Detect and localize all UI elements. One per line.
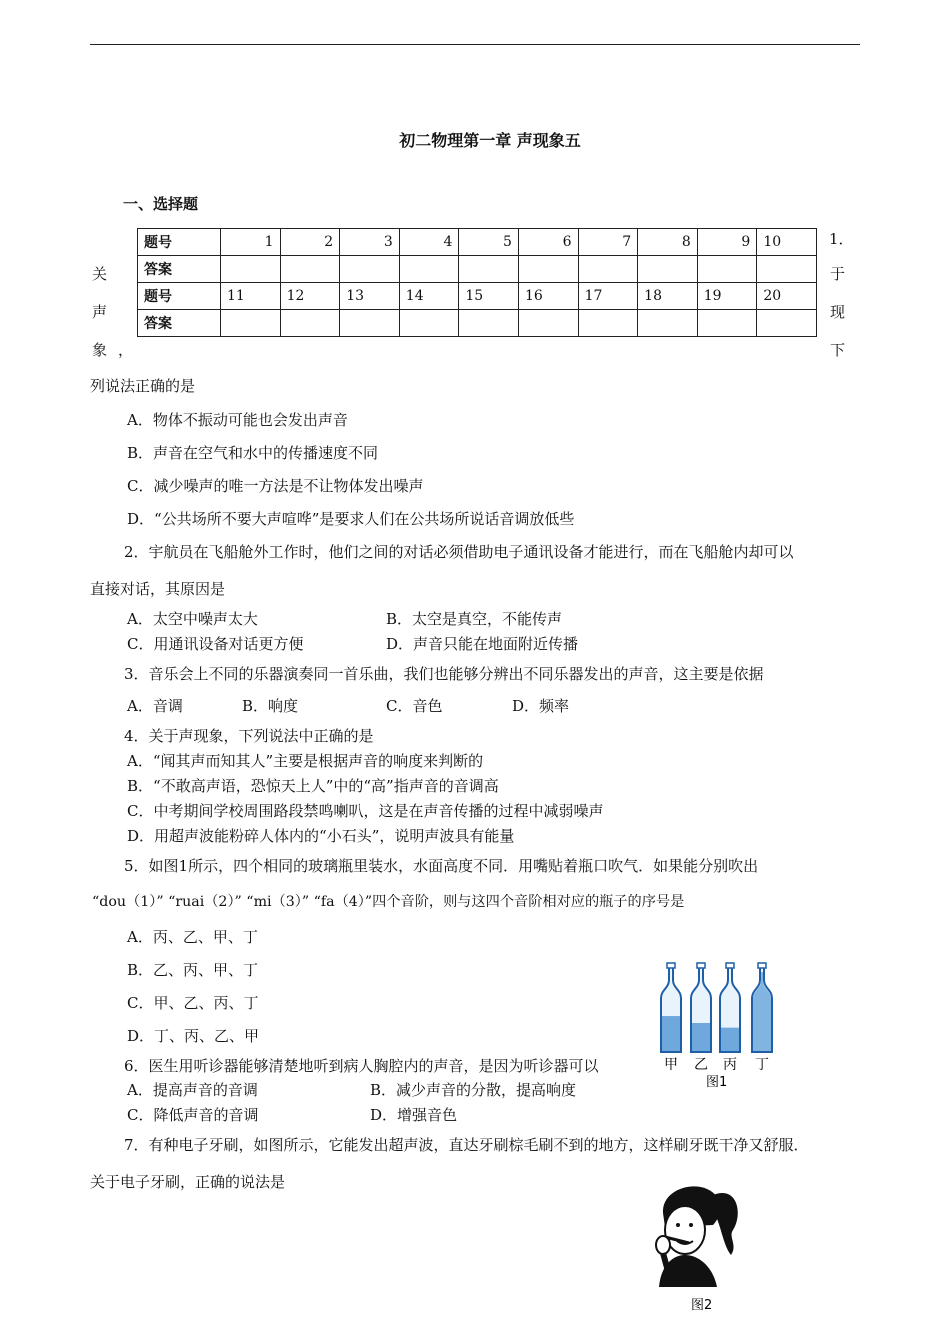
table-cell: 18: [638, 283, 698, 310]
q6-option-b[interactable]: B．减少声音的分散，提高响度: [370, 1081, 577, 1099]
q5-stem-cont: “dou（1）” “ruai（2）” “mi（3）” “fa（4）”四个音阶，则与这四个音阶相对应的瓶子的序号是: [92, 894, 685, 910]
bottle-cap: [697, 963, 705, 968]
answer-cell[interactable]: [638, 256, 698, 283]
q3-option-b[interactable]: B．响度: [242, 697, 299, 715]
table-cell: 10: [757, 229, 817, 256]
figure-1-caption: 图1: [706, 1075, 728, 1090]
answer-cell[interactable]: [697, 310, 757, 337]
table-cell: 17: [578, 283, 638, 310]
table-cell: 12: [280, 283, 340, 310]
figure-1-bottles: [658, 960, 788, 1092]
q1-option-c[interactable]: C．减少噪声的唯一方法是不让物体发出噪声: [127, 477, 424, 495]
bottle: [661, 963, 681, 1052]
table-row: [138, 256, 817, 283]
table-cell: 14: [399, 283, 459, 310]
bottle-label-yi: 乙: [694, 1057, 708, 1073]
table-cell: 2: [280, 229, 340, 256]
table-cell: 8: [638, 229, 698, 256]
page-title: 初二物理第一章 声现象五: [399, 131, 581, 150]
answer-cell[interactable]: [221, 256, 281, 283]
answer-cell[interactable]: [578, 256, 638, 283]
table-row: [138, 229, 817, 256]
answer-cell[interactable]: [399, 310, 459, 337]
answer-cell[interactable]: [518, 256, 578, 283]
q4-option-b[interactable]: B．“不敢高声语，恐惊天上人”中的“高”指声音的音调高: [127, 777, 499, 795]
table-cell: 16: [518, 283, 578, 310]
q4-option-c[interactable]: C．中考期间学校周围路段禁鸣喇叭，这是在声音传播的过程中减弱噪声: [127, 802, 604, 820]
q4-option-d[interactable]: D．用超声波能粉碎人体内的“小石头”，说明声波具有能量: [127, 827, 515, 845]
q5-option-d[interactable]: D．丁、丙、乙、甲: [127, 1027, 260, 1045]
bottle: [720, 963, 740, 1052]
answer-cell[interactable]: [280, 310, 340, 337]
table-cell: 3: [340, 229, 400, 256]
table-cell: 13: [340, 283, 400, 310]
table-cell: 4: [399, 229, 459, 256]
q5-option-a[interactable]: A．丙、乙、甲、丁: [127, 928, 258, 946]
table-cell: 1: [221, 229, 281, 256]
water-fill: [721, 1028, 739, 1051]
girl-illustration: [656, 1186, 738, 1287]
q6-option-a[interactable]: A．提高声音的音调: [127, 1081, 258, 1099]
q1-stem: 列说法正确的是: [90, 377, 196, 395]
q2-stem-cont: 直接对话，其原因是: [90, 580, 226, 598]
q1-text-fragment: 下: [830, 341, 846, 359]
q4-stem: 4．关于声现象，下列说法中正确的是: [124, 727, 374, 745]
q5-option-c[interactable]: C．甲、乙、丙、丁: [127, 994, 259, 1012]
q1-text-fragment: ，: [118, 341, 134, 359]
q1-option-b[interactable]: B．声音在空气和水中的传播速度不同: [127, 444, 379, 462]
q5-option-b[interactable]: B．乙、丙、甲、丁: [127, 961, 259, 979]
bottle-cap: [726, 963, 734, 968]
q1-text-fragment: 于: [830, 265, 846, 283]
figure-2-toothbrush: [643, 1175, 753, 1315]
answer-cell[interactable]: [757, 310, 817, 337]
water-fill: [692, 1023, 710, 1051]
q1-text-fragment: 声: [92, 303, 108, 321]
q1-number: 1．: [829, 230, 854, 248]
bottle-label-ding: 丁: [755, 1057, 769, 1073]
water-fill: [662, 1016, 680, 1051]
q4-option-a[interactable]: A．“闻其声而知其人”主要是根据声音的响度来判断的: [127, 752, 484, 770]
q6-stem: 6．医生用听诊器能够清楚地听到病人胸腔内的声音，是因为听诊器可以: [124, 1057, 599, 1075]
figure-2-caption: 图2: [691, 1298, 713, 1313]
answer-cell[interactable]: [221, 310, 281, 337]
answer-cell[interactable]: [340, 310, 400, 337]
q7-stem: 7．有种电子牙刷，如图所示，它能发出超声波，直达牙刷棕毛刷不到的地方，这样刷牙既干净又舒服．: [124, 1136, 809, 1154]
table-head-cell: 答案: [138, 256, 221, 283]
bottle: [691, 963, 711, 1052]
water-fill: [753, 972, 771, 1051]
table-cell: 5: [459, 229, 519, 256]
answer-cell[interactable]: [518, 310, 578, 337]
q6-option-c[interactable]: C．降低声音的音调: [127, 1106, 259, 1124]
q2-option-a[interactable]: A．太空中噪声太大: [127, 610, 258, 628]
answer-cell[interactable]: [757, 256, 817, 283]
table-cell: 7: [578, 229, 638, 256]
bottle-cap: [667, 963, 675, 968]
table-cell: 19: [697, 283, 757, 310]
table-cell: 6: [518, 229, 578, 256]
q2-stem: 2．宇航员在飞船舱外工作时，他们之间的对话必须借助电子通讯设备才能进行，而在飞船舱内却可以: [124, 543, 794, 561]
table-head-cell: 答案: [138, 310, 221, 337]
table-head-cell: 题号: [138, 229, 221, 256]
answer-cell[interactable]: [459, 310, 519, 337]
q3-stem: 3．音乐会上不同的乐器演奏同一首乐曲，我们也能够分辨出不同乐器发出的声音，这主要是依据: [124, 665, 764, 683]
q3-option-c[interactable]: C．音色: [386, 697, 443, 715]
section-heading: 一、选择题: [123, 195, 199, 213]
q2-option-b[interactable]: B．太空是真空，不能传声: [386, 610, 563, 628]
header-rule: [90, 44, 860, 45]
q5-stem: 5．如图1所示，四个相同的玻璃瓶里装水，水面高度不同．用嘴贴着瓶口吹气．如果能分别吹出: [124, 857, 759, 875]
bottle-cap: [758, 963, 766, 968]
answer-cell[interactable]: [697, 256, 757, 283]
bottle-label-jia: 甲: [664, 1057, 678, 1073]
table-cell: 20: [757, 283, 817, 310]
answer-cell[interactable]: [578, 310, 638, 337]
table-cell: 11: [221, 283, 281, 310]
table-cell: 15: [459, 283, 519, 310]
q1-option-a[interactable]: A．物体不振动可能也会发出声音: [127, 411, 348, 429]
answer-cell[interactable]: [280, 256, 340, 283]
table-head-cell: 题号: [138, 283, 221, 310]
q2-option-c[interactable]: C．用通讯设备对话更方便: [127, 635, 304, 653]
q7-stem-cont: 关于电子牙刷，正确的说法是: [90, 1173, 286, 1191]
bottle: [752, 963, 772, 1052]
q1-text-fragment: 现: [830, 303, 846, 321]
table-cell: 9: [697, 229, 757, 256]
q3-option-d[interactable]: D．频率: [512, 697, 570, 715]
q6-option-d[interactable]: D．增强音色: [370, 1106, 458, 1124]
q1-text-fragment: 关: [92, 265, 108, 283]
bottle-label-bing: 丙: [723, 1057, 737, 1073]
table-row: [138, 310, 817, 337]
answer-cell[interactable]: [459, 256, 519, 283]
q2-option-d[interactable]: D．声音只能在地面附近传播: [386, 635, 579, 653]
q1-text-fragment: 象: [92, 341, 108, 359]
q3-option-a[interactable]: A．音调: [127, 697, 183, 715]
answer-cell[interactable]: [340, 256, 400, 283]
q1-option-d[interactable]: D．“公共场所不要大声喧哗”是要求人们在公共场所说话音调放低些: [127, 510, 575, 528]
table-row: [138, 283, 817, 310]
answer-cell[interactable]: [638, 310, 698, 337]
answer-cell[interactable]: [399, 256, 459, 283]
answer-table: [137, 228, 817, 337]
